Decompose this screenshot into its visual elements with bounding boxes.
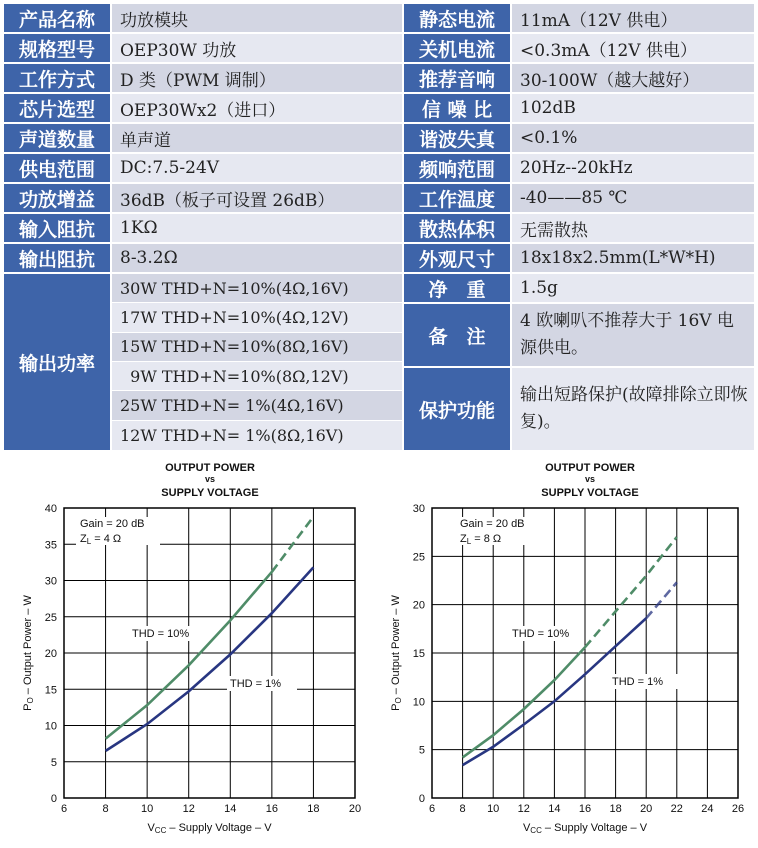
series-label: THD = 1%: [612, 676, 664, 688]
x-tick-label: 14: [548, 803, 561, 815]
spec-value: <0.3mA（12V 供电）: [512, 34, 754, 62]
y-tick-label: 15: [412, 648, 425, 660]
chart-title: OUTPUT POWER: [165, 462, 255, 474]
x-tick-label: 10: [141, 803, 154, 815]
y-axis-label: PO – Output Power – W: [22, 595, 35, 711]
x-tick-label: 10: [487, 803, 500, 815]
spec-label: 功放增益: [4, 184, 110, 212]
spec-value: 11mA（12V 供电）: [512, 4, 754, 32]
spec-label: 信 噪 比: [404, 94, 510, 122]
y-tick-label: 35: [44, 539, 57, 552]
y-tick-label: 15: [44, 684, 57, 697]
spec-value: 单声道: [112, 124, 402, 152]
spec-label: 谐波失真: [404, 124, 510, 152]
spec-value: 20Hz--20kHz: [512, 154, 754, 182]
y-tick-label: 40: [44, 503, 57, 515]
y-tick-label: 30: [412, 503, 425, 515]
x-tick-label: 24: [701, 803, 714, 815]
spec-label: 频响范围: [404, 154, 510, 182]
y-tick-label: 0: [418, 793, 425, 805]
gain-annotation: Gain = 20 dB: [460, 518, 525, 530]
spec-value: 功放模块: [112, 4, 402, 32]
spec-value: 输出短路保护(故障排除立即恢复)。: [512, 368, 754, 450]
x-tick-label: 12: [182, 803, 195, 815]
spec-value: 102dB: [512, 94, 754, 122]
y-tick-label: 10: [412, 696, 425, 709]
x-axis-label: VCC – Supply Voltage – V: [147, 822, 272, 835]
x-tick-label: 14: [224, 803, 237, 815]
x-tick-label: 12: [517, 803, 530, 815]
spec-label: 静态电流: [404, 4, 510, 32]
spec-value: 1KΩ: [112, 214, 402, 242]
x-tick-label: 8: [459, 803, 466, 815]
spec-label: 规格型号: [4, 34, 110, 62]
output-power-row: 17W THD+N=10%(4Ω,12V): [112, 303, 402, 331]
spec-label-output-power: 输出功率: [4, 274, 110, 450]
spec-label: 散热体积: [404, 214, 510, 242]
y-tick-label: 5: [50, 756, 57, 769]
spec-label: 输入阻抗: [4, 214, 110, 242]
spec-value: OEP30Wx2（进口）: [112, 94, 402, 122]
x-tick-label: 16: [578, 803, 592, 815]
spec-label: 工作温度: [404, 184, 510, 212]
output-power-row: 25W THD+N= 1%(4Ω,16V): [112, 391, 402, 419]
spec-value: 4 欧喇叭不推荐大于 16V 电源供电。: [512, 304, 754, 366]
spec-label: 外观尺寸: [404, 244, 510, 272]
spec-label: 供电范围: [4, 154, 110, 182]
spec-value: D 类（PWM 调制）: [112, 64, 402, 92]
output-power-row: 12W THD+N= 1%(8Ω,16V): [112, 421, 402, 450]
spec-value: 30-100W（越大越好）: [512, 64, 754, 92]
load-annotation: ZL = 4 Ω: [80, 533, 122, 546]
x-tick-label: 18: [307, 803, 320, 815]
gain-annotation: Gain = 20 dB: [80, 518, 145, 530]
spec-value: DC:7.5-24V: [112, 154, 402, 182]
spec-label: 保护功能: [404, 368, 510, 450]
x-tick-label: 26: [731, 803, 745, 815]
series-line-dashed-thd-1: [646, 582, 677, 618]
x-tick-label: 22: [670, 803, 683, 815]
y-tick-label: 0: [50, 793, 57, 805]
output-power-row: 15W THD+N=10%(8Ω,16V): [112, 333, 402, 361]
x-tick-label: 18: [609, 803, 622, 815]
spec-label: 推荐音响: [404, 64, 510, 92]
x-tick-label: 6: [428, 803, 436, 815]
chart-title-vs: vs: [204, 474, 216, 484]
x-axis-label: VCC – Supply Voltage – V: [522, 822, 648, 835]
spec-value: 1.5g: [512, 274, 754, 302]
x-tick-label: 16: [265, 803, 278, 815]
spec-label: 关机电流: [404, 34, 510, 62]
spec-value: 18x18x2.5mm(L*W*H): [512, 244, 754, 272]
load-annotation: ZL = 8 Ω: [460, 533, 502, 546]
spec-label: 芯片选型: [4, 94, 110, 122]
x-tick-label: 6: [60, 803, 68, 815]
spec-value: 8-3.2Ω: [112, 244, 402, 272]
output-power-row: 30W THD+N=10%(4Ω,16V): [112, 274, 402, 302]
series-line-thd-1: [106, 567, 314, 751]
y-axis-label: PO – Output Power – W: [390, 595, 403, 711]
charts-area: [0, 455, 758, 844]
chart-subtitle: SUPPLY VOLTAGE: [541, 487, 639, 499]
spec-label: 产品名称: [4, 4, 110, 32]
chart-title-vs: vs: [584, 474, 596, 484]
y-tick-label: 20: [412, 599, 425, 612]
spec-table: [4, 4, 754, 450]
charts-svg: [0, 455, 758, 844]
output-power-row: 9W THD+N=10%(8Ω,12V): [112, 362, 402, 390]
spec-value: 无需散热: [512, 214, 754, 242]
spec-label: 工作方式: [4, 64, 110, 92]
x-tick-label: 20: [640, 803, 653, 815]
spec-value: OEP30W 功放: [112, 34, 402, 62]
series-label: THD = 10%: [132, 628, 190, 640]
spec-value: -40——85 ℃: [512, 184, 754, 212]
y-tick-label: 5: [418, 744, 425, 757]
series-label: THD = 1%: [230, 678, 282, 690]
series-label: THD = 10%: [512, 628, 570, 640]
spec-label: 净 重: [404, 274, 510, 302]
y-tick-label: 30: [44, 575, 57, 588]
chart-subtitle: SUPPLY VOLTAGE: [161, 487, 259, 499]
spec-value: 36dB（板子可设置 26dB）: [112, 184, 402, 212]
chart-title: OUTPUT POWER: [545, 462, 635, 474]
y-tick-label: 25: [412, 551, 425, 564]
x-tick-label: 8: [102, 803, 109, 815]
y-tick-label: 20: [44, 648, 57, 660]
y-tick-label: 10: [44, 720, 57, 733]
y-tick-label: 25: [44, 611, 57, 624]
spec-value: <0.1%: [512, 124, 754, 152]
spec-label: 输出阻抗: [4, 244, 110, 272]
x-tick-label: 20: [348, 803, 362, 815]
spec-label: 备 注: [404, 304, 510, 366]
spec-label: 声道数量: [4, 124, 110, 152]
